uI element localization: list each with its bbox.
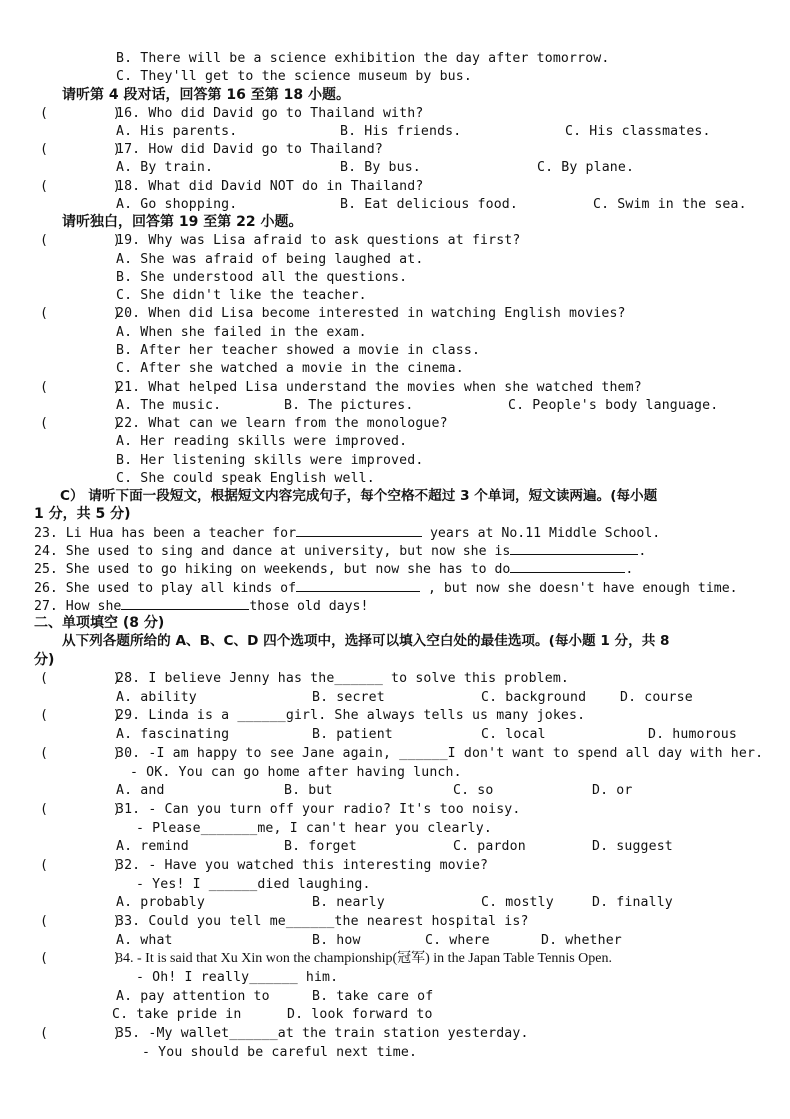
option-b: B. The pictures.	[284, 398, 414, 413]
answer-blank[interactable]	[121, 596, 249, 610]
answer-paren[interactable]: ( )	[40, 951, 121, 966]
option-b: B. but	[284, 783, 333, 798]
option-b: B. forget	[284, 839, 357, 854]
question-text: 22. What can we learn from the monologue?	[116, 416, 448, 431]
question-reply: - OK. You can go home after having lunch.	[130, 765, 462, 780]
option-a: A. Go shopping.	[116, 197, 238, 212]
answer-paren[interactable]: ( )	[40, 179, 121, 194]
answer-paren[interactable]: ( )	[40, 858, 121, 873]
question-text: 17. How did David go to Thailand?	[116, 142, 383, 157]
option-d: D. look forward to	[287, 1007, 433, 1022]
question-text: 16. Who did David go to Thailand with?	[116, 106, 424, 121]
option-b: B. how	[312, 933, 361, 948]
question-text: .	[625, 562, 634, 577]
question-text: 28. I believe Jenny has the______ to solve this problem.	[116, 671, 570, 686]
part-instructions: 从下列各题所给的 A、B、C、D 四个选项中，选择可以填入空白处的最佳选项。(每小题 1 分，共 8	[62, 633, 670, 649]
answer-blank[interactable]	[510, 559, 625, 573]
option-a: A. fascinating	[116, 727, 230, 742]
option-a: A. remind	[116, 839, 189, 854]
question-reply: - Yes! I ______died laughing.	[136, 877, 371, 892]
section-c-heading-cont: 1 分，共 5 分)	[34, 506, 131, 522]
answer-paren[interactable]: ( )	[40, 106, 121, 121]
option-b: B. By bus.	[340, 160, 421, 175]
option-a: A. Her reading skills were improved.	[116, 434, 408, 449]
option-a: A. and	[116, 783, 165, 798]
question-text: 35. -My wallet______at the train station yesterday.	[116, 1026, 529, 1041]
option-b: B. nearly	[312, 895, 385, 910]
option-c: C. His classmates.	[565, 124, 711, 139]
option-d: D. or	[592, 783, 633, 798]
option-a: A. His parents.	[116, 124, 238, 139]
question-reply: - Oh! I really______ him.	[136, 970, 339, 985]
question-text: 30. -I am happy to see Jane again, ______I don't want to spend all day with her.	[116, 746, 764, 761]
answer-paren[interactable]: ( )	[40, 416, 121, 431]
answer-blank[interactable]	[296, 578, 420, 592]
option-d: D. whether	[541, 933, 622, 948]
option-c: C. She didn't like the teacher.	[116, 288, 367, 303]
option-a: A. The music.	[116, 398, 222, 413]
answer-paren[interactable]: ( )	[40, 233, 121, 248]
option-d: D. humorous	[648, 727, 737, 742]
question-text: those old days!	[249, 599, 369, 614]
option-d: D. course	[620, 690, 693, 705]
option-b: B. Eat delicious food.	[340, 197, 518, 212]
question-text: 33. Could you tell me______the nearest hospital is?	[116, 914, 529, 929]
answer-paren[interactable]: ( )	[40, 306, 121, 321]
question-reply: - Please_______me, I can't hear you clearly.	[136, 821, 492, 836]
question-text: years at No.11 Middle School.	[422, 526, 661, 541]
question-text: 32. - Have you watched this interesting movie?	[116, 858, 489, 873]
question-text: 23. Li Hua has been a teacher for	[34, 526, 297, 541]
answer-paren[interactable]: ( )	[40, 1026, 121, 1041]
section-c-heading: C） 请听下面一段短文，根据短文内容完成句子，每个空格不超过 3 个单词，短文读两遍。(每小题	[60, 488, 658, 504]
question-text: 26. She used to play all kinds of	[34, 581, 297, 596]
option-d: D. suggest	[592, 839, 673, 854]
option-a: A. By train.	[116, 160, 214, 175]
answer-paren[interactable]: ( )	[40, 914, 121, 929]
option-c: C. mostly	[481, 895, 554, 910]
fill-question-25	[34, 559, 633, 579]
option-d: D. finally	[592, 895, 673, 910]
option-c: C. local	[481, 727, 546, 742]
question-text: .	[638, 544, 647, 559]
option-c: C. pardon	[453, 839, 526, 854]
fill-question-26	[34, 578, 738, 598]
option-c: C. By plane.	[537, 160, 635, 175]
option-c: C. so	[453, 783, 494, 798]
part-instructions-cont: 分)	[34, 652, 55, 668]
option-line: C. They'll get to the science museum by bus.	[116, 69, 472, 84]
fill-question-23	[34, 523, 660, 543]
question-text: 21. What helped Lisa understand the movies when she watched them?	[116, 380, 642, 395]
option-c: C. take pride in	[112, 1007, 242, 1022]
option-c: C. She could speak English well.	[116, 471, 375, 486]
question-text: 25. She used to go hiking on weekends, but now she has to do	[34, 562, 511, 577]
question-text: 20. When did Lisa become interested in watching English movies?	[116, 306, 626, 321]
answer-paren[interactable]: ( )	[40, 746, 121, 761]
fill-question-24	[34, 541, 646, 561]
option-c: C. After she watched a movie in the cinema.	[116, 361, 464, 376]
option-line: B. There will be a science exhibition the day after tomorrow.	[116, 51, 610, 66]
fill-question-27	[34, 596, 368, 616]
question-text: , but now she doesn't have enough time.	[420, 581, 738, 596]
option-c: C. where	[425, 933, 490, 948]
question-text: 19. Why was Lisa afraid to ask questions at first?	[116, 233, 521, 248]
option-a: A. probably	[116, 895, 205, 910]
question-reply: - You should be careful next time.	[142, 1045, 418, 1060]
option-a: A. ability	[116, 690, 197, 705]
answer-paren[interactable]: ( )	[40, 802, 121, 817]
option-a: A. what	[116, 933, 173, 948]
option-b: B. Her listening skills were improved.	[116, 453, 424, 468]
question-text: 34. - It is said that Xu Xin won the championship(冠军) in the Japan Table Tennis Open.	[116, 951, 612, 966]
answer-paren[interactable]: ( )	[40, 380, 121, 395]
option-c: C. background	[481, 690, 587, 705]
option-a: A. She was afraid of being laughed at.	[116, 252, 424, 267]
question-text: 31. - Can you turn off your radio? It's too noisy.	[116, 802, 521, 817]
answer-blank[interactable]	[296, 523, 422, 537]
answer-blank[interactable]	[510, 541, 638, 555]
option-b: B. His friends.	[340, 124, 462, 139]
section-heading: 请听独白，回答第 19 至第 22 小题。	[62, 214, 303, 230]
option-b: B. patient	[312, 727, 393, 742]
answer-paren[interactable]: ( )	[40, 142, 121, 157]
answer-paren[interactable]: ( )	[40, 708, 121, 723]
option-b: B. secret	[312, 690, 385, 705]
answer-paren[interactable]: ( )	[40, 671, 121, 686]
option-b: B. She understood all the questions.	[116, 270, 408, 285]
question-text: 24. She used to sing and dance at university, but now she is	[34, 544, 511, 559]
option-a: A. pay attention to	[116, 989, 270, 1004]
option-a: A. When she failed in the exam.	[116, 325, 367, 340]
option-b: B. After her teacher showed a movie in class.	[116, 343, 481, 358]
option-c: C. People's body language.	[508, 398, 719, 413]
option-b: B. take care of	[312, 989, 434, 1004]
question-text: 18. What did David NOT do in Thailand?	[116, 179, 424, 194]
option-c: C. Swim in the sea.	[593, 197, 747, 212]
section-heading: 请听第 4 段对话，回答第 16 至第 18 小题。	[62, 87, 350, 103]
question-text: 29. Linda is a ______girl. She always tells us many jokes.	[116, 708, 586, 723]
part-heading: 二、单项填空 (8 分)	[34, 615, 165, 631]
question-text: 27. How she	[34, 599, 122, 614]
